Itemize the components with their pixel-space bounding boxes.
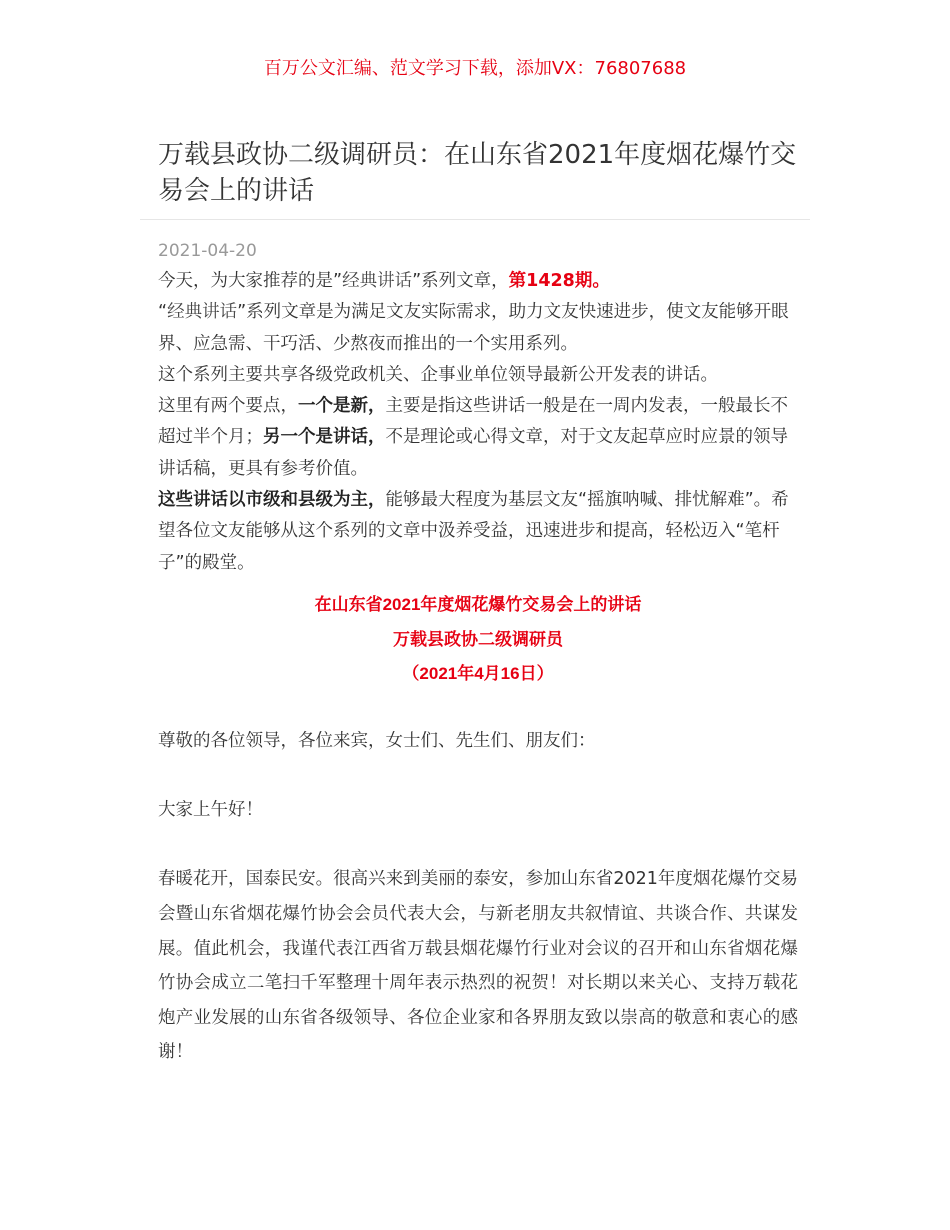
speech-heading: 在山东省2021年度烟花爆竹交易会上的讲话: [314, 595, 642, 614]
speech-date: （2021年4月16日）: [402, 664, 554, 683]
salutation: 尊敬的各位领导，各位来宾，女士们、先生们、朋友们：: [158, 731, 596, 751]
speech-body: [158, 724, 798, 1105]
article-title: 万载县政协二级调研员：在山东省2021年度烟花爆竹交易会上的讲话: [158, 140, 797, 206]
issue-number: 第1428期。: [508, 271, 610, 291]
series-intro: [158, 266, 798, 579]
greeting: 大家上午好！: [158, 800, 263, 821]
point-one: 一个是新，: [298, 396, 386, 417]
speech-header: [158, 588, 798, 692]
promo-banner: 百万公文汇编、范文学习下载，添加VX：76807688: [263, 58, 687, 79]
intro-paragraph-5: 这些讲话以市级和县级为主，能够最大程度为基层文友“摇旗呐喊、排忧解难”。希望各位文友能够从这个系列的文章中汲养受益，迅速进步和提高，轻松迈入“笔杆子”的殿堂。: [158, 490, 789, 573]
intro-paragraph-4: 这里有两个要点，一个是新，主要是指这些讲话一般是在一周内发表，一般最长不超过半个月；另一个是讲话，不是理论或心得文章，对于文友起草应时应景的领导讲话稿，更具有参考价值。: [158, 396, 788, 479]
intro-paragraph-2: “经典讲话”系列文章是为满足文友实际需求，助力文友快速进步，使文友能够开眼界、应急需、干巧活、少熬夜而推出的一个实用系列。: [158, 302, 789, 354]
series-name: 经典讲话: [342, 271, 413, 291]
title-divider: [140, 219, 810, 220]
speech-paragraph: 春暖花开，国泰民安。很高兴来到美丽的泰安，参加山东省2021年度烟花爆竹交易会暨山东省烟花爆竹协会会员代表大会，与新老朋友共叙情谊、共谈合作、共谋发展。值此机会，我谨代表江西省万载县烟花爆竹行业对会议的召开和山东省烟花爆竹协会成立二笔扫千军整理十周年表示热烈的祝贺！对长期以来关心、支持万载花炮产业发展的山东省各级领导、各位企业家和各界朋友致以崇高的敬意和衷心的感谢！: [158, 869, 798, 1063]
focus-statement: 这些讲话以市级和县级为主，: [158, 490, 386, 511]
publish-date: 2021-04-20: [158, 241, 257, 261]
speaker-title: 万载县政协二级调研员: [393, 629, 563, 649]
point-two: 另一个是讲话，: [263, 427, 386, 448]
series-name: 经典讲话: [167, 302, 238, 323]
intro-paragraph-1: 今天，为大家推荐的是”经典讲话”系列文章，第1428期。: [158, 271, 610, 291]
intro-paragraph-3: 这个系列主要共享各级党政机关、企事业单位领导最新公开发表的讲话。: [158, 364, 718, 385]
